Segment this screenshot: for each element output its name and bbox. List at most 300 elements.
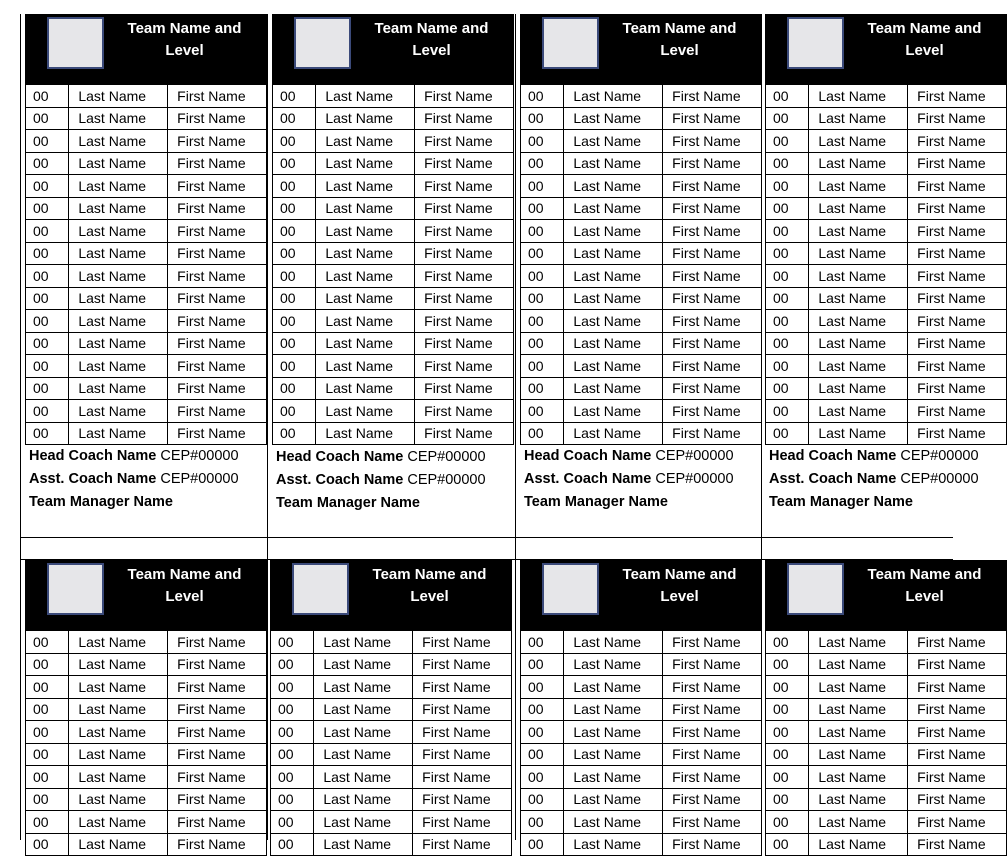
head-coach-label: Head Coach Name xyxy=(276,449,404,465)
player-first-name: First Name xyxy=(663,310,762,333)
player-row xyxy=(766,310,1007,333)
team-header xyxy=(270,560,512,630)
player-row xyxy=(766,833,1007,856)
head-coach-cep: CEP#00000 xyxy=(407,449,486,465)
head-coach-line xyxy=(29,445,239,468)
player-last-name: Last Name xyxy=(316,107,415,130)
player-table xyxy=(25,84,267,445)
player-row xyxy=(26,265,267,288)
player-first-name: First Name xyxy=(663,766,762,789)
player-first-name: First Name xyxy=(908,653,1007,676)
player-last-name: Last Name xyxy=(809,85,908,108)
player-number: 00 xyxy=(766,811,809,834)
player-first-name: First Name xyxy=(908,265,1007,288)
player-last-name: Last Name xyxy=(316,197,415,220)
player-last-name: Last Name xyxy=(314,721,413,744)
player-number: 00 xyxy=(521,788,564,811)
player-last-name: Last Name xyxy=(564,107,663,130)
player-row xyxy=(271,766,512,789)
player-row xyxy=(521,287,762,310)
player-first-name: First Name xyxy=(168,766,267,789)
player-first-name: First Name xyxy=(168,721,267,744)
player-first-name: First Name xyxy=(415,310,514,333)
player-row xyxy=(26,788,267,811)
player-first-name: First Name xyxy=(168,130,267,153)
player-row xyxy=(273,197,514,220)
player-number: 00 xyxy=(273,400,316,423)
player-first-name: First Name xyxy=(663,811,762,834)
player-first-name: First Name xyxy=(908,422,1007,445)
player-number: 00 xyxy=(521,220,564,243)
player-row xyxy=(273,242,514,265)
player-row xyxy=(521,743,762,766)
player-first-name: First Name xyxy=(168,422,267,445)
player-row xyxy=(766,355,1007,378)
player-last-name: Last Name xyxy=(69,788,168,811)
player-row xyxy=(766,265,1007,288)
player-first-name: First Name xyxy=(415,242,514,265)
player-row xyxy=(273,400,514,423)
player-first-name: First Name xyxy=(663,175,762,198)
player-table xyxy=(520,630,762,856)
player-number: 00 xyxy=(273,377,316,400)
player-number: 00 xyxy=(521,355,564,378)
player-row xyxy=(766,220,1007,243)
player-first-name: First Name xyxy=(415,152,514,175)
player-first-name: First Name xyxy=(908,220,1007,243)
team-logo-placeholder xyxy=(787,563,844,615)
player-number: 00 xyxy=(521,766,564,789)
player-last-name: Last Name xyxy=(564,721,663,744)
player-first-name: First Name xyxy=(413,721,512,744)
player-last-name: Last Name xyxy=(69,811,168,834)
player-last-name: Last Name xyxy=(69,698,168,721)
team-title: Team Name and Level xyxy=(127,20,242,59)
player-first-name: First Name xyxy=(415,400,514,423)
player-first-name: First Name xyxy=(663,631,762,654)
player-last-name: Last Name xyxy=(69,422,168,445)
team-title: Team Name and Level xyxy=(372,566,487,605)
player-row xyxy=(521,175,762,198)
player-row xyxy=(766,400,1007,423)
player-row xyxy=(521,265,762,288)
player-last-name: Last Name xyxy=(809,631,908,654)
player-last-name: Last Name xyxy=(314,788,413,811)
player-row xyxy=(766,653,1007,676)
player-row xyxy=(273,107,514,130)
player-row xyxy=(521,833,762,856)
player-row xyxy=(521,310,762,333)
player-row xyxy=(766,130,1007,153)
player-number: 00 xyxy=(26,130,69,153)
player-last-name: Last Name xyxy=(564,197,663,220)
player-last-name: Last Name xyxy=(809,422,908,445)
player-last-name: Last Name xyxy=(564,175,663,198)
player-row xyxy=(521,220,762,243)
team-logo-placeholder xyxy=(47,563,104,615)
player-row xyxy=(766,287,1007,310)
player-row xyxy=(26,833,267,856)
player-last-name: Last Name xyxy=(564,242,663,265)
player-last-name: Last Name xyxy=(564,422,663,445)
asst-coach-cep: CEP#00000 xyxy=(900,471,979,487)
team-header xyxy=(272,14,514,84)
team-title: Team Name and Level xyxy=(867,20,982,59)
player-last-name: Last Name xyxy=(809,676,908,699)
player-number: 00 xyxy=(271,788,314,811)
player-last-name: Last Name xyxy=(564,631,663,654)
player-first-name: First Name xyxy=(168,743,267,766)
player-number: 00 xyxy=(766,355,809,378)
player-first-name: First Name xyxy=(908,242,1007,265)
player-last-name: Last Name xyxy=(316,422,415,445)
player-row xyxy=(521,197,762,220)
player-last-name: Last Name xyxy=(314,676,413,699)
player-row xyxy=(26,400,267,423)
team-logo-placeholder xyxy=(292,563,349,615)
player-first-name: First Name xyxy=(663,653,762,676)
player-first-name: First Name xyxy=(663,833,762,856)
player-row xyxy=(26,743,267,766)
player-first-name: First Name xyxy=(415,377,514,400)
player-last-name: Last Name xyxy=(314,766,413,789)
player-row xyxy=(521,653,762,676)
team-roster-card xyxy=(765,560,1007,853)
player-row xyxy=(26,130,267,153)
player-number: 00 xyxy=(521,422,564,445)
player-row xyxy=(521,766,762,789)
player-row xyxy=(26,653,267,676)
player-row xyxy=(26,107,267,130)
player-number: 00 xyxy=(271,721,314,744)
player-number: 00 xyxy=(271,833,314,856)
player-row xyxy=(521,107,762,130)
player-row xyxy=(766,676,1007,699)
player-first-name: First Name xyxy=(413,788,512,811)
player-last-name: Last Name xyxy=(809,107,908,130)
player-last-name: Last Name xyxy=(69,653,168,676)
player-number: 00 xyxy=(26,85,69,108)
player-row xyxy=(26,766,267,789)
player-last-name: Last Name xyxy=(564,130,663,153)
player-row xyxy=(26,811,267,834)
staff-block xyxy=(276,446,486,515)
player-last-name: Last Name xyxy=(809,310,908,333)
player-first-name: First Name xyxy=(908,766,1007,789)
player-first-name: First Name xyxy=(413,833,512,856)
player-number: 00 xyxy=(766,332,809,355)
player-number: 00 xyxy=(26,332,69,355)
player-first-name: First Name xyxy=(415,355,514,378)
player-table xyxy=(25,630,267,856)
player-last-name: Last Name xyxy=(69,197,168,220)
player-number: 00 xyxy=(766,631,809,654)
player-number: 00 xyxy=(26,107,69,130)
player-number: 00 xyxy=(26,833,69,856)
player-row xyxy=(26,698,267,721)
player-number: 00 xyxy=(271,743,314,766)
player-number: 00 xyxy=(26,743,69,766)
player-row xyxy=(273,287,514,310)
player-number: 00 xyxy=(766,698,809,721)
player-row xyxy=(26,152,267,175)
player-row xyxy=(273,152,514,175)
player-number: 00 xyxy=(26,310,69,333)
player-row xyxy=(273,377,514,400)
player-row xyxy=(766,197,1007,220)
player-last-name: Last Name xyxy=(809,766,908,789)
team-logo-placeholder xyxy=(542,563,599,615)
player-last-name: Last Name xyxy=(564,400,663,423)
player-number: 00 xyxy=(273,355,316,378)
player-first-name: First Name xyxy=(663,332,762,355)
player-row xyxy=(271,811,512,834)
player-first-name: First Name xyxy=(663,152,762,175)
player-first-name: First Name xyxy=(415,175,514,198)
head-coach-line xyxy=(276,446,486,469)
player-last-name: Last Name xyxy=(69,287,168,310)
player-number: 00 xyxy=(273,197,316,220)
player-number: 00 xyxy=(766,287,809,310)
player-first-name: First Name xyxy=(168,332,267,355)
player-last-name: Last Name xyxy=(69,355,168,378)
player-first-name: First Name xyxy=(663,220,762,243)
player-row xyxy=(521,242,762,265)
player-last-name: Last Name xyxy=(564,355,663,378)
player-number: 00 xyxy=(26,698,69,721)
player-number: 00 xyxy=(26,422,69,445)
player-row xyxy=(271,676,512,699)
player-row xyxy=(271,833,512,856)
player-last-name: Last Name xyxy=(809,242,908,265)
player-row xyxy=(766,107,1007,130)
player-number: 00 xyxy=(766,676,809,699)
asst-coach-line xyxy=(276,469,486,492)
player-number: 00 xyxy=(766,766,809,789)
player-first-name: First Name xyxy=(413,743,512,766)
player-first-name: First Name xyxy=(168,377,267,400)
player-first-name: First Name xyxy=(908,107,1007,130)
player-last-name: Last Name xyxy=(316,265,415,288)
player-number: 00 xyxy=(766,377,809,400)
player-number: 00 xyxy=(521,698,564,721)
player-first-name: First Name xyxy=(413,631,512,654)
player-last-name: Last Name xyxy=(809,130,908,153)
player-last-name: Last Name xyxy=(316,152,415,175)
player-last-name: Last Name xyxy=(809,743,908,766)
player-first-name: First Name xyxy=(415,107,514,130)
player-first-name: First Name xyxy=(908,631,1007,654)
player-number: 00 xyxy=(273,242,316,265)
player-number: 00 xyxy=(766,833,809,856)
player-number: 00 xyxy=(521,833,564,856)
team-manager-line xyxy=(29,491,239,514)
player-last-name: Last Name xyxy=(314,811,413,834)
player-number: 00 xyxy=(26,377,69,400)
player-last-name: Last Name xyxy=(809,152,908,175)
asst-coach-cep: CEP#00000 xyxy=(407,472,486,488)
player-last-name: Last Name xyxy=(69,242,168,265)
player-last-name: Last Name xyxy=(809,332,908,355)
player-first-name: First Name xyxy=(168,242,267,265)
player-number: 00 xyxy=(521,653,564,676)
player-last-name: Last Name xyxy=(564,85,663,108)
player-first-name: First Name xyxy=(663,85,762,108)
player-number: 00 xyxy=(766,107,809,130)
player-row xyxy=(766,332,1007,355)
player-row xyxy=(521,85,762,108)
player-row xyxy=(26,676,267,699)
player-last-name: Last Name xyxy=(69,152,168,175)
team-logo-placeholder xyxy=(294,17,351,69)
team-title: Team Name and Level xyxy=(622,20,737,59)
team-title: Team Name and Level xyxy=(374,20,489,59)
player-number: 00 xyxy=(273,310,316,333)
player-table xyxy=(520,84,762,445)
player-last-name: Last Name xyxy=(69,332,168,355)
player-last-name: Last Name xyxy=(809,698,908,721)
player-first-name: First Name xyxy=(413,698,512,721)
player-first-name: First Name xyxy=(168,85,267,108)
player-number: 00 xyxy=(521,197,564,220)
player-last-name: Last Name xyxy=(809,788,908,811)
player-row xyxy=(26,721,267,744)
team-title: Team Name and Level xyxy=(622,566,737,605)
player-last-name: Last Name xyxy=(564,743,663,766)
player-row xyxy=(521,355,762,378)
player-number: 00 xyxy=(521,676,564,699)
staff-block xyxy=(29,445,239,514)
player-number: 00 xyxy=(273,85,316,108)
player-last-name: Last Name xyxy=(809,833,908,856)
player-first-name: First Name xyxy=(168,310,267,333)
player-number: 00 xyxy=(521,743,564,766)
player-first-name: First Name xyxy=(908,400,1007,423)
player-first-name: First Name xyxy=(908,811,1007,834)
player-last-name: Last Name xyxy=(69,377,168,400)
player-last-name: Last Name xyxy=(809,377,908,400)
player-last-name: Last Name xyxy=(564,833,663,856)
asst-coach-line xyxy=(29,468,239,491)
player-row xyxy=(521,698,762,721)
page-grid-line xyxy=(20,14,21,840)
team-header xyxy=(25,14,267,84)
player-number: 00 xyxy=(766,220,809,243)
player-first-name: First Name xyxy=(908,698,1007,721)
player-number: 00 xyxy=(26,766,69,789)
player-first-name: First Name xyxy=(908,287,1007,310)
player-number: 00 xyxy=(273,152,316,175)
player-number: 00 xyxy=(26,175,69,198)
player-last-name: Last Name xyxy=(69,310,168,333)
player-row xyxy=(766,377,1007,400)
player-last-name: Last Name xyxy=(316,130,415,153)
team-logo-placeholder xyxy=(787,17,844,69)
player-last-name: Last Name xyxy=(809,197,908,220)
player-first-name: First Name xyxy=(663,400,762,423)
player-last-name: Last Name xyxy=(316,310,415,333)
team-header xyxy=(520,560,762,630)
player-last-name: Last Name xyxy=(809,220,908,243)
player-row xyxy=(521,130,762,153)
player-last-name: Last Name xyxy=(564,698,663,721)
player-row xyxy=(521,400,762,423)
player-first-name: First Name xyxy=(908,85,1007,108)
player-number: 00 xyxy=(766,653,809,676)
player-first-name: First Name xyxy=(413,766,512,789)
team-roster-card xyxy=(520,560,762,853)
player-number: 00 xyxy=(26,287,69,310)
team-manager-line xyxy=(524,491,734,514)
player-first-name: First Name xyxy=(415,85,514,108)
head-coach-label: Head Coach Name xyxy=(29,448,157,464)
player-number: 00 xyxy=(271,811,314,834)
player-first-name: First Name xyxy=(908,721,1007,744)
player-row xyxy=(271,698,512,721)
player-number: 00 xyxy=(26,676,69,699)
player-last-name: Last Name xyxy=(316,242,415,265)
player-first-name: First Name xyxy=(663,788,762,811)
player-number: 00 xyxy=(271,653,314,676)
player-first-name: First Name xyxy=(415,265,514,288)
player-number: 00 xyxy=(273,107,316,130)
player-row xyxy=(521,788,762,811)
player-first-name: First Name xyxy=(663,355,762,378)
player-last-name: Last Name xyxy=(316,400,415,423)
player-row xyxy=(273,265,514,288)
player-number: 00 xyxy=(766,310,809,333)
head-coach-label: Head Coach Name xyxy=(524,448,652,464)
player-number: 00 xyxy=(521,721,564,744)
player-number: 00 xyxy=(521,332,564,355)
player-first-name: First Name xyxy=(663,197,762,220)
player-first-name: First Name xyxy=(168,698,267,721)
player-first-name: First Name xyxy=(415,332,514,355)
player-number: 00 xyxy=(273,130,316,153)
player-number: 00 xyxy=(766,788,809,811)
player-row xyxy=(271,721,512,744)
player-row xyxy=(521,152,762,175)
head-coach-line xyxy=(769,445,979,468)
player-last-name: Last Name xyxy=(69,107,168,130)
player-first-name: First Name xyxy=(908,130,1007,153)
player-first-name: First Name xyxy=(168,355,267,378)
player-row xyxy=(766,85,1007,108)
player-row xyxy=(521,422,762,445)
player-row xyxy=(521,676,762,699)
head-coach-cep: CEP#00000 xyxy=(900,448,979,464)
player-last-name: Last Name xyxy=(564,377,663,400)
player-number: 00 xyxy=(271,676,314,699)
player-row xyxy=(273,175,514,198)
player-row xyxy=(273,220,514,243)
player-number: 00 xyxy=(521,152,564,175)
player-table xyxy=(765,84,1007,445)
player-row xyxy=(271,743,512,766)
player-row xyxy=(766,422,1007,445)
player-number: 00 xyxy=(521,85,564,108)
team-roster-card xyxy=(270,560,512,853)
player-number: 00 xyxy=(26,265,69,288)
team-manager-label: Team Manager Name xyxy=(276,495,420,511)
player-row xyxy=(766,743,1007,766)
player-last-name: Last Name xyxy=(316,332,415,355)
team-logo-placeholder xyxy=(47,17,104,69)
player-number: 00 xyxy=(26,355,69,378)
player-last-name: Last Name xyxy=(316,287,415,310)
player-number: 00 xyxy=(271,698,314,721)
player-number: 00 xyxy=(766,242,809,265)
